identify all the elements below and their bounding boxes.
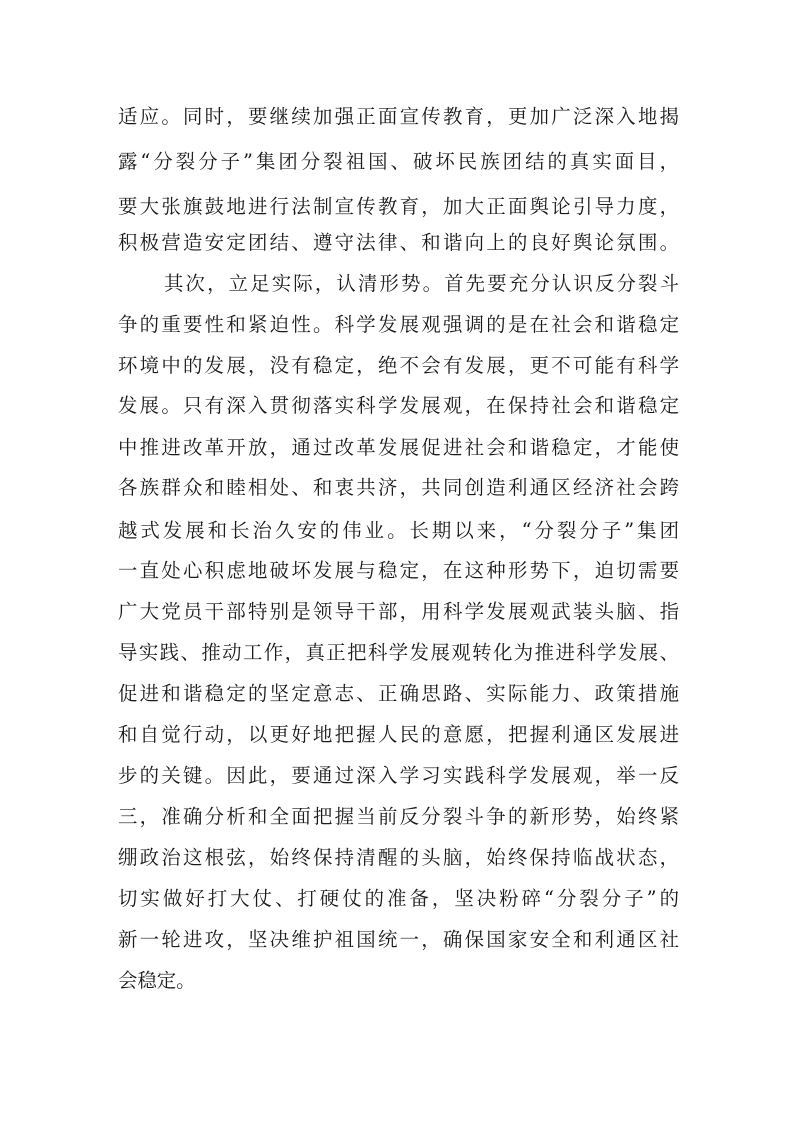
text-line: 步的关键。因此，要通过深入学习实践科学发展观，举一反: [118, 764, 679, 787]
text-line: 适应。同时，要继续加强正面宣传教育，更加广泛深入地揭: [118, 105, 679, 128]
text-line: 露“分裂分子”集团分裂祖国、破坏民族团结的真实面目，: [118, 150, 679, 173]
text-line: 三，准确分析和全面把握当前反分裂斗争的新形势，始终紧: [118, 805, 679, 828]
text-line: 积极营造安定团结、遵守法律、和谐向上的良好舆论氛围。: [118, 231, 679, 254]
text-line: 越式发展和长治久安的伟业。长期以来，“分裂分子”集团: [118, 519, 679, 542]
text-line: 一直处心积虑地破坏发展与稳定，在这种形势下，迫切需要: [118, 559, 679, 582]
text-line: 导实践、推动工作，真正把科学发展观转化为推进科学发展、: [118, 641, 679, 664]
text-line: 发展。只有深入贯彻落实科学发展观，在保持社会和谐稳定: [118, 394, 679, 417]
text-line: 广大党员干部特别是领导干部，用科学发展观武装头脑、指: [118, 600, 679, 623]
text-line: 要大张旗鼓地进行法制宣传教育，加大正面舆论引导力度，: [118, 195, 679, 218]
text-line: 和自觉行动，以更好地把握人民的意愿，把握利通区发展进: [118, 723, 679, 746]
paragraph-first-line: 其次，立足实际，认清形势。首先要充分认识反分裂斗: [164, 272, 679, 295]
text-line-last: 会稳定。: [118, 969, 196, 992]
text-line: 切实做好打大仗、打硬仗的准备，坚决粉碎“分裂分子”的: [118, 887, 679, 910]
text-line: 争的重要性和紧迫性。科学发展观强调的是在社会和谐稳定: [118, 313, 679, 336]
text-line: 绷政治这根弦，始终保持清醒的头脑，始终保持临战状态，: [118, 846, 679, 869]
text-line: 促进和谐稳定的坚定意志、正确思路、实际能力、政策措施: [118, 682, 679, 705]
text-line: 中推进改革开放，通过改革发展促进社会和谐稳定，才能使: [118, 436, 679, 459]
text-line: 各族群众和睦相处、和衷共济，共同创造利通区经济社会跨: [118, 476, 679, 499]
text-line: 新一轮进攻，坚决维护祖国统一，确保国家安全和利通区社: [118, 928, 679, 951]
text-line: 环境中的发展，没有稳定，绝不会有发展，更不可能有科学: [118, 354, 679, 377]
